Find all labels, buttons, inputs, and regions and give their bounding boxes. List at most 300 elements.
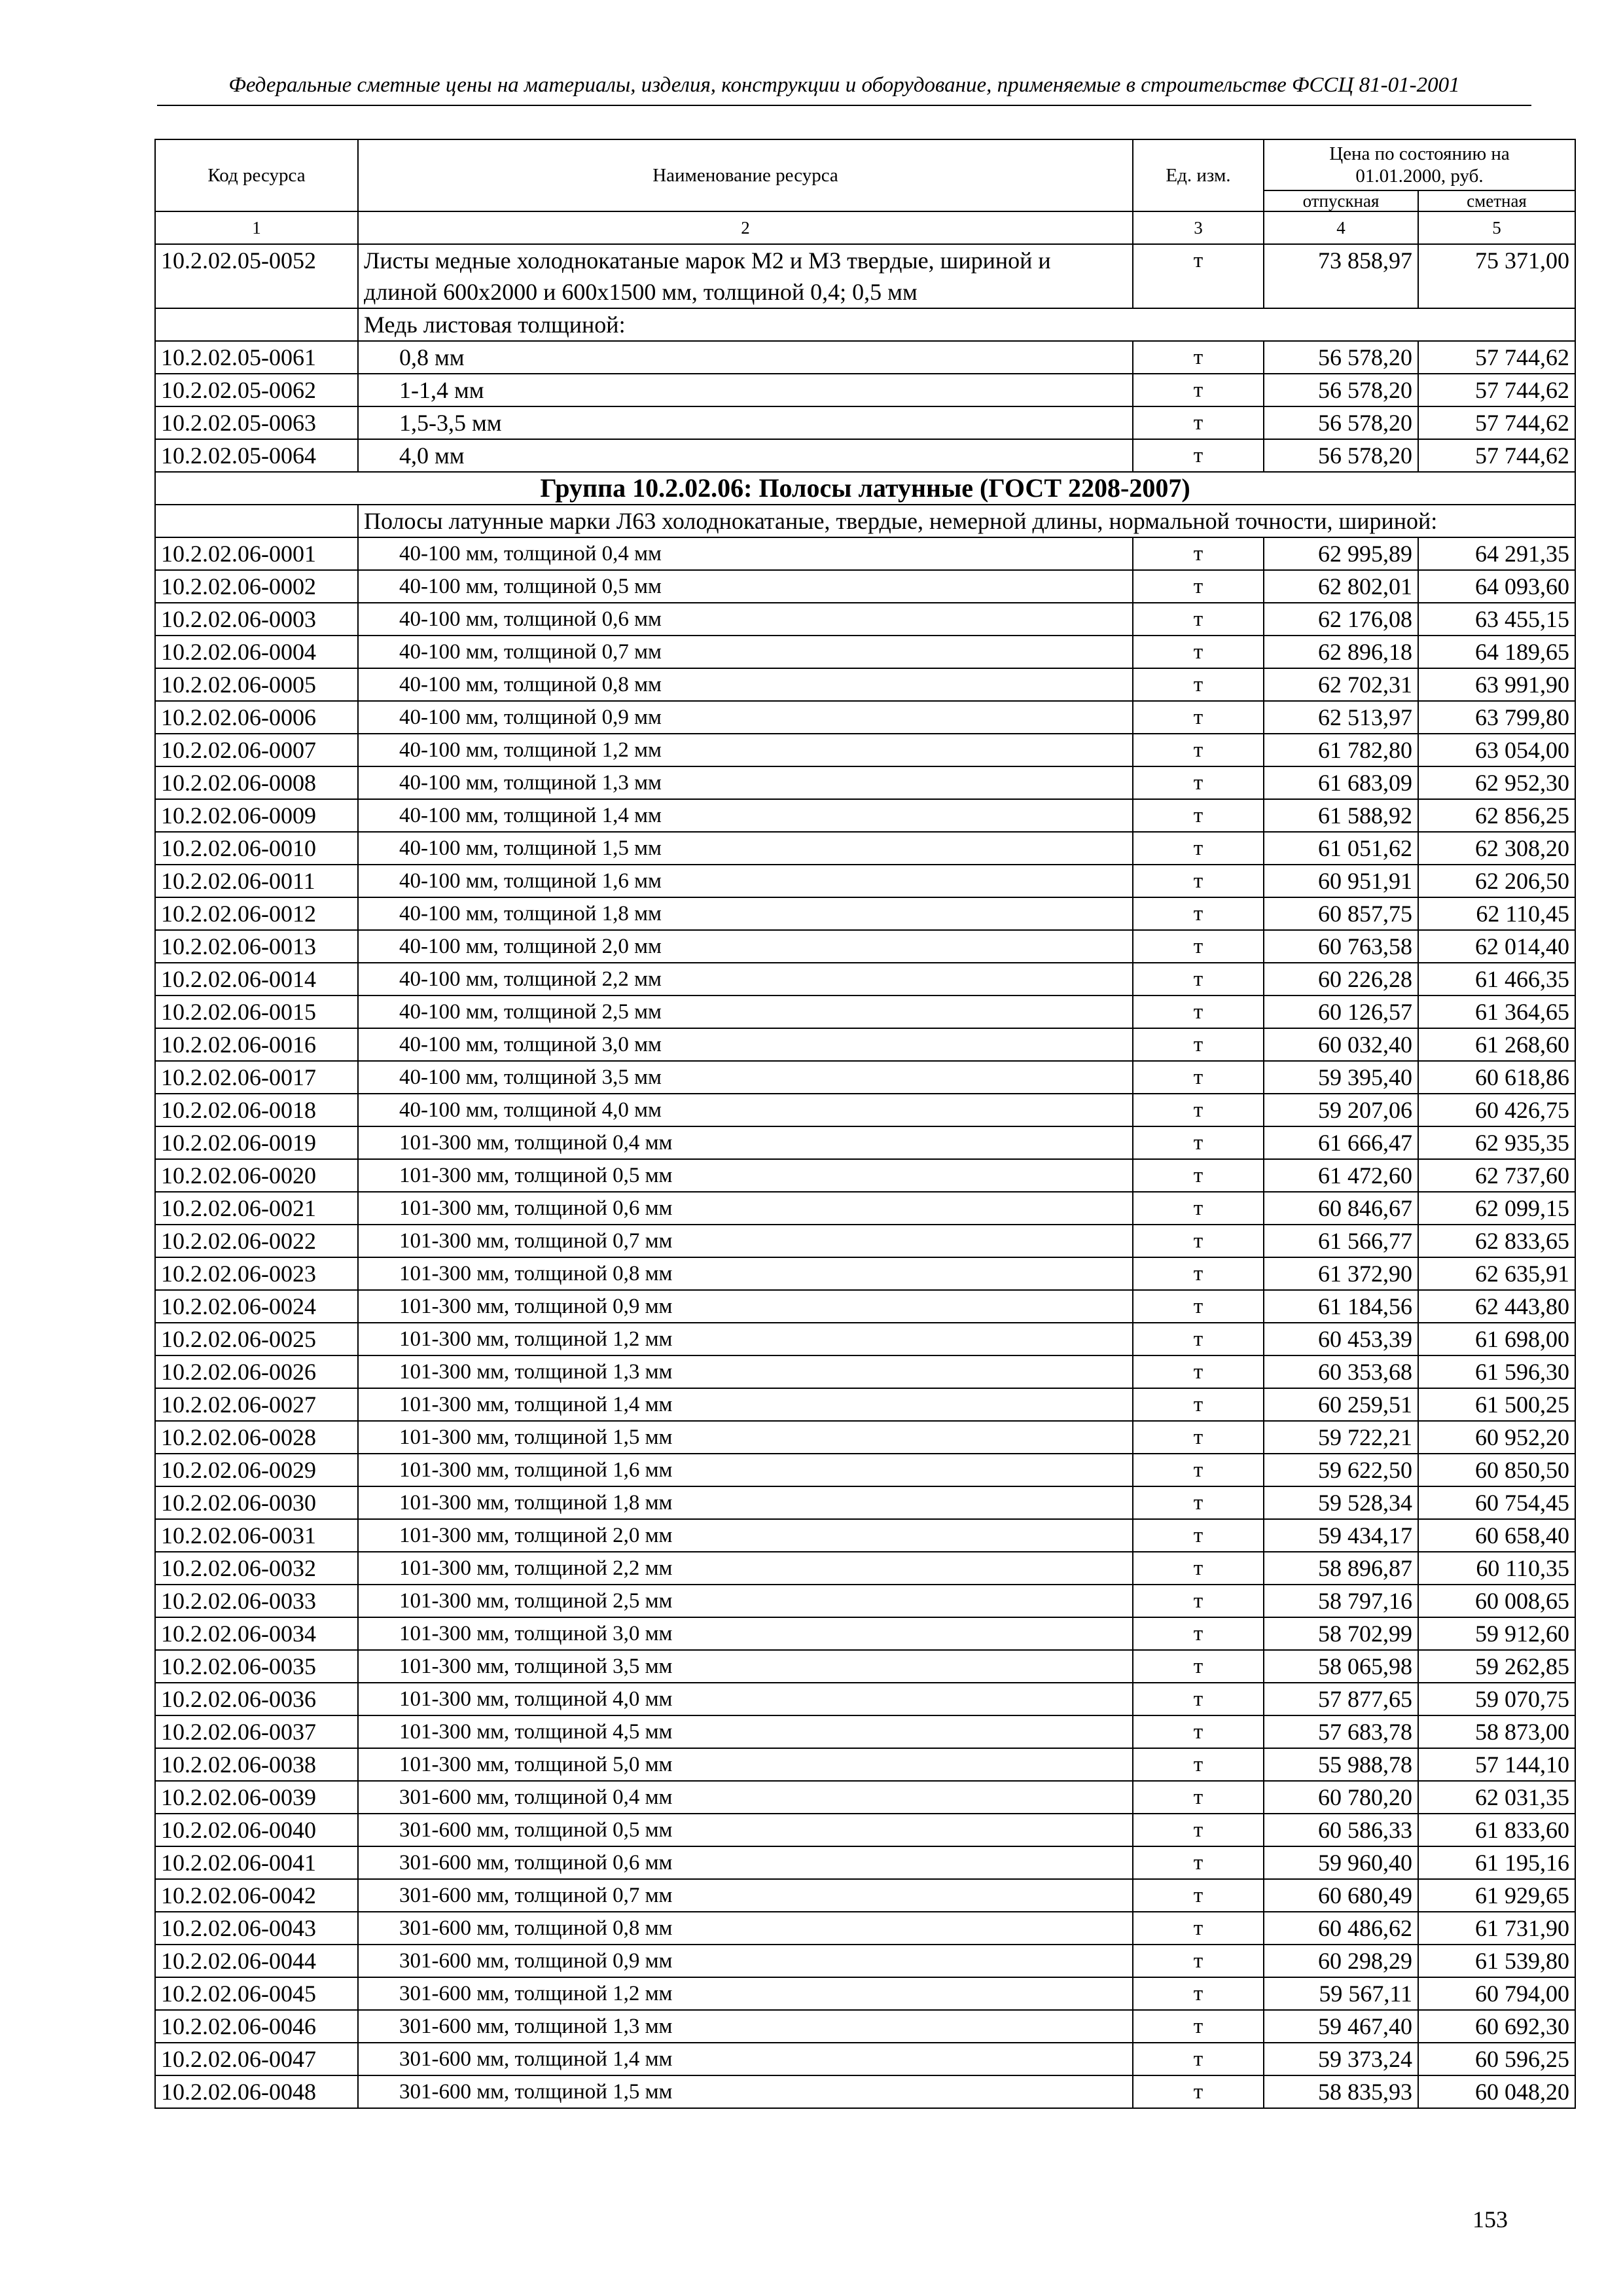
resource-code: 10.2.02.06-0012 [155,897,358,930]
resource-unit: т [1133,1486,1264,1519]
estimate-price: 57 144,10 [1418,1748,1575,1781]
resource-code: 10.2.02.06-0004 [155,636,358,668]
resource-unit: т [1133,1650,1264,1683]
release-price: 59 960,40 [1264,1846,1418,1879]
table-row [155,374,1575,406]
resource-unit: т [1133,930,1264,963]
release-price: 60 226,28 [1264,963,1418,996]
release-price: 56 578,20 [1264,341,1418,374]
resource-unit: т [1133,1257,1264,1290]
release-price: 60 951,91 [1264,865,1418,897]
estimate-price: 61 466,35 [1418,963,1575,996]
subheading-row [155,505,1575,537]
release-price: 60 680,49 [1264,1879,1418,1912]
resource-name: 40-100 мм, толщиной 1,6 мм [358,865,1133,897]
table-row [155,341,1575,374]
estimate-price: 62 206,50 [1418,865,1575,897]
table-row [155,1323,1575,1355]
resource-name: 101-300 мм, толщиной 1,4 мм [358,1388,1133,1421]
resource-unit: т [1133,1323,1264,1355]
resource-code: 10.2.02.06-0033 [155,1585,358,1617]
resource-unit: т [1133,1421,1264,1454]
resource-name: 301-600 мм, толщиной 1,5 мм [358,2075,1133,2108]
release-price: 62 176,08 [1264,603,1418,636]
estimate-price: 62 308,20 [1418,832,1575,865]
resource-name: 101-300 мм, толщиной 2,0 мм [358,1519,1133,1552]
estimate-price: 62 443,80 [1418,1290,1575,1323]
resource-unit: т [1133,570,1264,603]
release-price: 56 578,20 [1264,406,1418,439]
table-row [155,1061,1575,1094]
resource-code: 10.2.02.06-0023 [155,1257,358,1290]
resource-name: 40-100 мм, толщиной 2,0 мм [358,930,1133,963]
table-row [155,668,1575,701]
table-row [155,537,1575,570]
resource-code: 10.2.02.06-0017 [155,1061,358,1094]
release-price: 59 567,11 [1264,1977,1418,2010]
estimate-price: 61 268,60 [1418,1028,1575,1061]
table-row [155,1257,1575,1290]
release-price: 58 702,99 [1264,1617,1418,1650]
table-row [155,1454,1575,1486]
resource-code: 10.2.02.06-0025 [155,1323,358,1355]
resource-name: 101-300 мм, толщиной 1,5 мм [358,1421,1133,1454]
group-row [155,472,1575,505]
table-row [155,1159,1575,1192]
table-row [155,1912,1575,1945]
table-row [155,2043,1575,2075]
resource-name: 101-300 мм, толщиной 0,7 мм [358,1225,1133,1257]
resource-code: 10.2.02.06-0047 [155,2043,358,2075]
resource-code: 10.2.02.06-0016 [155,1028,358,1061]
resource-name: 101-300 мм, толщиной 0,5 мм [358,1159,1133,1192]
estimate-price: 61 195,16 [1418,1846,1575,1879]
resource-unit: т [1133,1814,1264,1846]
resource-name: 4,0 мм [358,439,1133,472]
table-row [155,1388,1575,1421]
table-row [155,1748,1575,1781]
resource-code: 10.2.02.06-0036 [155,1683,358,1715]
resource-name: 40-100 мм, толщиной 1,4 мм [358,799,1133,832]
subheading-row [155,308,1575,341]
release-price: 58 797,16 [1264,1585,1418,1617]
resource-code: 10.2.02.06-0001 [155,537,358,570]
resource-code: 10.2.02.05-0062 [155,374,358,406]
resource-name: 40-100 мм, толщиной 1,8 мм [358,897,1133,930]
estimate-price: 60 692,30 [1418,2010,1575,2043]
resource-name: 0,8 мм [358,341,1133,374]
resource-unit: т [1133,1879,1264,1912]
resource-code: 10.2.02.06-0003 [155,603,358,636]
table-row [155,799,1575,832]
estimate-price: 60 048,20 [1418,2075,1575,2108]
resource-unit: т [1133,1094,1264,1126]
col-header-code: Код ресурса [155,139,358,211]
col-header-unit: Ед. изм. [1133,139,1264,211]
release-price: 57 877,65 [1264,1683,1418,1715]
estimate-price: 60 658,40 [1418,1519,1575,1552]
resource-code: 10.2.02.06-0021 [155,1192,358,1225]
column-number: 2 [358,211,1133,244]
estimate-price: 61 539,80 [1418,1945,1575,1977]
release-price: 59 207,06 [1264,1094,1418,1126]
resource-code: 10.2.02.06-0032 [155,1552,358,1585]
resource-name: 101-300 мм, толщиной 3,5 мм [358,1650,1133,1683]
release-price: 60 353,68 [1264,1355,1418,1388]
resource-name: 101-300 мм, толщиной 4,0 мм [358,1683,1133,1715]
resource-code: 10.2.02.06-0026 [155,1355,358,1388]
table-row [155,1650,1575,1683]
page-number: 153 [1472,2206,1508,2233]
estimate-price: 63 455,15 [1418,603,1575,636]
resource-name: 40-100 мм, толщиной 1,2 мм [358,734,1133,766]
estimate-price: 63 991,90 [1418,668,1575,701]
group-title: Группа 10.2.02.06: Полосы латунные (ГОСТ 2208-2007) [155,472,1575,505]
resource-unit: т [1133,1585,1264,1617]
column-number-row [155,211,1575,244]
resource-name: 40-100 мм, толщиной 3,0 мм [358,1028,1133,1061]
release-price: 60 259,51 [1264,1388,1418,1421]
resource-name: 40-100 мм, толщиной 2,2 мм [358,963,1133,996]
resource-unit: т [1133,701,1264,734]
resource-unit: т [1133,1912,1264,1945]
estimate-price: 60 426,75 [1418,1094,1575,1126]
table-row [155,439,1575,472]
resource-code: 10.2.02.06-0015 [155,996,358,1028]
estimate-price: 59 262,85 [1418,1650,1575,1683]
table-row [155,1094,1575,1126]
release-price: 59 622,50 [1264,1454,1418,1486]
resource-code: 10.2.02.06-0010 [155,832,358,865]
resource-unit: т [1133,341,1264,374]
resource-code: 10.2.02.06-0008 [155,766,358,799]
table-row [155,1585,1575,1617]
col-header-price-group: Цена по состоянию на 01.01.2000, руб. [1264,139,1575,190]
resource-unit: т [1133,1945,1264,1977]
release-price: 61 782,80 [1264,734,1418,766]
resource-code: 10.2.02.06-0019 [155,1126,358,1159]
resource-name: 40-100 мм, толщиной 0,5 мм [358,570,1133,603]
resource-code: 10.2.02.06-0044 [155,1945,358,1977]
resource-name: 301-600 мм, толщиной 0,7 мм [358,1879,1133,1912]
estimate-price: 60 008,65 [1418,1585,1575,1617]
resource-code: 10.2.02.06-0030 [155,1486,358,1519]
table-row [155,406,1575,439]
resource-code: 10.2.02.06-0035 [155,1650,358,1683]
table-row [155,1290,1575,1323]
resource-unit: т [1133,1355,1264,1388]
table-row [155,1552,1575,1585]
resource-code: 10.2.02.06-0009 [155,799,358,832]
release-price: 62 702,31 [1264,668,1418,701]
table-body [155,244,1575,2108]
resource-code: 10.2.02.06-0014 [155,963,358,996]
resource-unit: т [1133,1748,1264,1781]
estimate-price: 62 856,25 [1418,799,1575,832]
release-price: 60 486,62 [1264,1912,1418,1945]
resource-unit: т [1133,996,1264,1028]
resource-name: 40-100 мм, толщиной 1,5 мм [358,832,1133,865]
resource-code: 10.2.02.06-0024 [155,1290,358,1323]
estimate-price: 61 596,30 [1418,1355,1575,1388]
resource-name: 301-600 мм, толщиной 1,2 мм [358,1977,1133,2010]
resource-unit: т [1133,1683,1264,1715]
resource-unit: т [1133,1225,1264,1257]
estimate-price: 60 110,35 [1418,1552,1575,1585]
release-price: 56 578,20 [1264,374,1418,406]
brass-heading: Полосы латунные марки Л63 холоднокатаные, твердые, немерной длины, нормальной точности, шириной: [358,505,1575,537]
estimate-price: 57 744,62 [1418,341,1575,374]
resource-name: 101-300 мм, толщиной 1,8 мм [358,1486,1133,1519]
running-title: Федеральные сметные цены на материалы, изделия, конструкции и оборудование, применяемые в строительстве ФССЦ 81-01-2001 [228,73,1460,97]
table-row [155,701,1575,734]
release-price: 60 857,75 [1264,897,1418,930]
table-row [155,1715,1575,1748]
release-price: 61 372,90 [1264,1257,1418,1290]
resource-unit: т [1133,1290,1264,1323]
release-price: 62 995,89 [1264,537,1418,570]
resource-unit: т [1133,734,1264,766]
release-price: 61 588,92 [1264,799,1418,832]
resource-unit: т [1133,1388,1264,1421]
resource-code: 10.2.02.06-0034 [155,1617,358,1650]
empty-cell [155,308,358,341]
column-number: 3 [1133,211,1264,244]
resource-name: 101-300 мм, толщиной 0,9 мм [358,1290,1133,1323]
resource-code: 10.2.02.06-0011 [155,865,358,897]
table-row [155,603,1575,636]
col-header-estimate: сметная [1418,190,1575,211]
table-header [155,139,1575,244]
release-price: 61 051,62 [1264,832,1418,865]
estimate-price: 60 754,45 [1418,1486,1575,1519]
header-rule [157,105,1531,106]
resource-unit: т [1133,799,1264,832]
resource-unit: т [1133,2010,1264,2043]
copper-heading: Медь листовая толщиной: [358,308,1575,341]
release-price: 60 780,20 [1264,1781,1418,1814]
estimate-price: 60 850,50 [1418,1454,1575,1486]
table-row [155,1977,1575,2010]
release-price: 60 453,39 [1264,1323,1418,1355]
resource-unit: т [1133,537,1264,570]
table-row [155,1879,1575,1912]
estimate-price: 75 371,00 [1418,244,1575,308]
table-row [155,1355,1575,1388]
resource-name: 101-300 мм, толщиной 3,0 мм [358,1617,1133,1650]
resource-code: 10.2.02.06-0043 [155,1912,358,1945]
resource-code: 10.2.02.06-0031 [155,1519,358,1552]
table-row [155,1126,1575,1159]
table-row [155,1846,1575,1879]
resource-unit: т [1133,1519,1264,1552]
column-number: 4 [1264,211,1418,244]
resource-unit: т [1133,2075,1264,2108]
estimate-price: 58 873,00 [1418,1715,1575,1748]
resource-name: 101-300 мм, толщиной 1,6 мм [358,1454,1133,1486]
resource-name: 101-300 мм, толщиной 0,8 мм [358,1257,1133,1290]
estimate-price: 62 110,45 [1418,897,1575,930]
table-row [155,636,1575,668]
release-price: 62 802,01 [1264,570,1418,603]
resource-name: 301-600 мм, толщиной 1,3 мм [358,2010,1133,2043]
release-price: 55 988,78 [1264,1748,1418,1781]
table-row [155,996,1575,1028]
resource-name: 101-300 мм, толщиной 4,5 мм [358,1715,1133,1748]
resource-name: 40-100 мм, толщиной 1,3 мм [358,766,1133,799]
resource-unit: т [1133,244,1264,308]
table-row [155,1781,1575,1814]
estimate-price: 59 912,60 [1418,1617,1575,1650]
resource-code: 10.2.02.06-0040 [155,1814,358,1846]
table-row [155,1519,1575,1552]
table-row [155,734,1575,766]
resource-name: 40-100 мм, толщиной 0,7 мм [358,636,1133,668]
resource-code: 10.2.02.06-0022 [155,1225,358,1257]
release-price: 60 586,33 [1264,1814,1418,1846]
estimate-price: 61 731,90 [1418,1912,1575,1945]
resource-code: 10.2.02.06-0020 [155,1159,358,1192]
resource-unit: т [1133,1846,1264,1879]
resource-unit: т [1133,1454,1264,1486]
resource-code: 10.2.02.06-0002 [155,570,358,603]
resource-code: 10.2.02.06-0018 [155,1094,358,1126]
resource-unit: т [1133,668,1264,701]
resource-name: 101-300 мм, толщиной 5,0 мм [358,1748,1133,1781]
resource-code: 10.2.02.06-0042 [155,1879,358,1912]
estimate-price: 63 054,00 [1418,734,1575,766]
resource-unit: т [1133,636,1264,668]
resource-code: 10.2.02.06-0039 [155,1781,358,1814]
table-row [155,963,1575,996]
empty-cell [155,505,358,537]
resource-name: 301-600 мм, толщиной 1,4 мм [358,2043,1133,2075]
resource-unit: т [1133,1192,1264,1225]
resource-unit: т [1133,1977,1264,2010]
resource-unit: т [1133,766,1264,799]
estimate-price: 60 794,00 [1418,1977,1575,2010]
table-row [155,766,1575,799]
estimate-price: 61 698,00 [1418,1323,1575,1355]
estimate-price: 62 952,30 [1418,766,1575,799]
release-price: 59 528,34 [1264,1486,1418,1519]
table-row [155,1225,1575,1257]
table-row [155,930,1575,963]
resource-code: 10.2.02.06-0013 [155,930,358,963]
resource-name: 101-300 мм, толщиной 1,3 мм [358,1355,1133,1388]
resource-unit: т [1133,1126,1264,1159]
resource-name: 301-600 мм, толщиной 0,6 мм [358,1846,1133,1879]
resource-code: 10.2.02.05-0052 [155,244,358,308]
estimate-price: 57 744,62 [1418,406,1575,439]
resource-name: 301-600 мм, толщиной 0,8 мм [358,1912,1133,1945]
resource-name: 101-300 мм, толщиной 2,5 мм [358,1585,1133,1617]
resource-unit: т [1133,897,1264,930]
release-price: 61 566,77 [1264,1225,1418,1257]
resource-name: 101-300 мм, толщиной 0,6 мм [358,1192,1133,1225]
resource-code: 10.2.02.06-0028 [155,1421,358,1454]
release-price: 59 434,17 [1264,1519,1418,1552]
table-row [155,1617,1575,1650]
resource-name: 101-300 мм, толщиной 1,2 мм [358,1323,1133,1355]
resource-name: 101-300 мм, толщиной 0,4 мм [358,1126,1133,1159]
resource-unit: т [1133,963,1264,996]
resource-code: 10.2.02.05-0064 [155,439,358,472]
resource-name: 40-100 мм, толщиной 0,9 мм [358,701,1133,734]
table-row [155,865,1575,897]
col-header-name: Наименование ресурса [358,139,1133,211]
estimate-price: 60 596,25 [1418,2043,1575,2075]
resource-unit: т [1133,439,1264,472]
release-price: 60 032,40 [1264,1028,1418,1061]
resource-unit: т [1133,832,1264,865]
estimate-price: 64 093,60 [1418,570,1575,603]
resource-unit: т [1133,603,1264,636]
resource-unit: т [1133,2043,1264,2075]
resource-name: 40-100 мм, толщиной 0,4 мм [358,537,1133,570]
column-number: 5 [1418,211,1575,244]
estimate-price: 61 833,60 [1418,1814,1575,1846]
release-price: 61 184,56 [1264,1290,1418,1323]
table-row [155,1028,1575,1061]
table-row [155,570,1575,603]
resource-name: 40-100 мм, толщиной 0,8 мм [358,668,1133,701]
resource-code: 10.2.02.06-0046 [155,2010,358,2043]
release-price: 61 472,60 [1264,1159,1418,1192]
estimate-price: 62 935,35 [1418,1126,1575,1159]
release-price: 58 835,93 [1264,2075,1418,2108]
resource-code: 10.2.02.06-0045 [155,1977,358,2010]
estimate-price: 64 189,65 [1418,636,1575,668]
resource-unit: т [1133,406,1264,439]
resource-code: 10.2.02.06-0006 [155,701,358,734]
resource-name: 1,5-3,5 мм [358,406,1133,439]
resource-unit: т [1133,1061,1264,1094]
resource-code: 10.2.02.05-0061 [155,341,358,374]
resource-code: 10.2.02.06-0037 [155,1715,358,1748]
release-price: 58 065,98 [1264,1650,1418,1683]
table-row [155,2010,1575,2043]
resource-unit: т [1133,1617,1264,1650]
resource-unit: т [1133,1159,1264,1192]
table-row [155,832,1575,865]
table-row [155,1945,1575,1977]
estimate-price: 62 099,15 [1418,1192,1575,1225]
estimate-price: 61 500,25 [1418,1388,1575,1421]
resource-code: 10.2.02.06-0048 [155,2075,358,2108]
resource-name: 301-600 мм, толщиной 0,9 мм [358,1945,1133,1977]
release-price: 60 126,57 [1264,996,1418,1028]
table-row [155,1683,1575,1715]
release-price: 73 858,97 [1264,244,1418,308]
table-row [155,1192,1575,1225]
table-row [155,1486,1575,1519]
resource-name: 40-100 мм, толщиной 0,6 мм [358,603,1133,636]
resource-unit: т [1133,865,1264,897]
col-header-release: отпускная [1264,190,1418,211]
release-price: 57 683,78 [1264,1715,1418,1748]
estimate-price: 57 744,62 [1418,374,1575,406]
resource-code: 10.2.02.06-0027 [155,1388,358,1421]
column-number: 1 [155,211,358,244]
table-row [155,2075,1575,2108]
resource-name: 40-100 мм, толщиной 4,0 мм [358,1094,1133,1126]
release-price: 60 763,58 [1264,930,1418,963]
table-row [155,1814,1575,1846]
release-price: 59 373,24 [1264,2043,1418,2075]
resource-code: 10.2.02.06-0007 [155,734,358,766]
resource-code: 10.2.02.06-0038 [155,1748,358,1781]
